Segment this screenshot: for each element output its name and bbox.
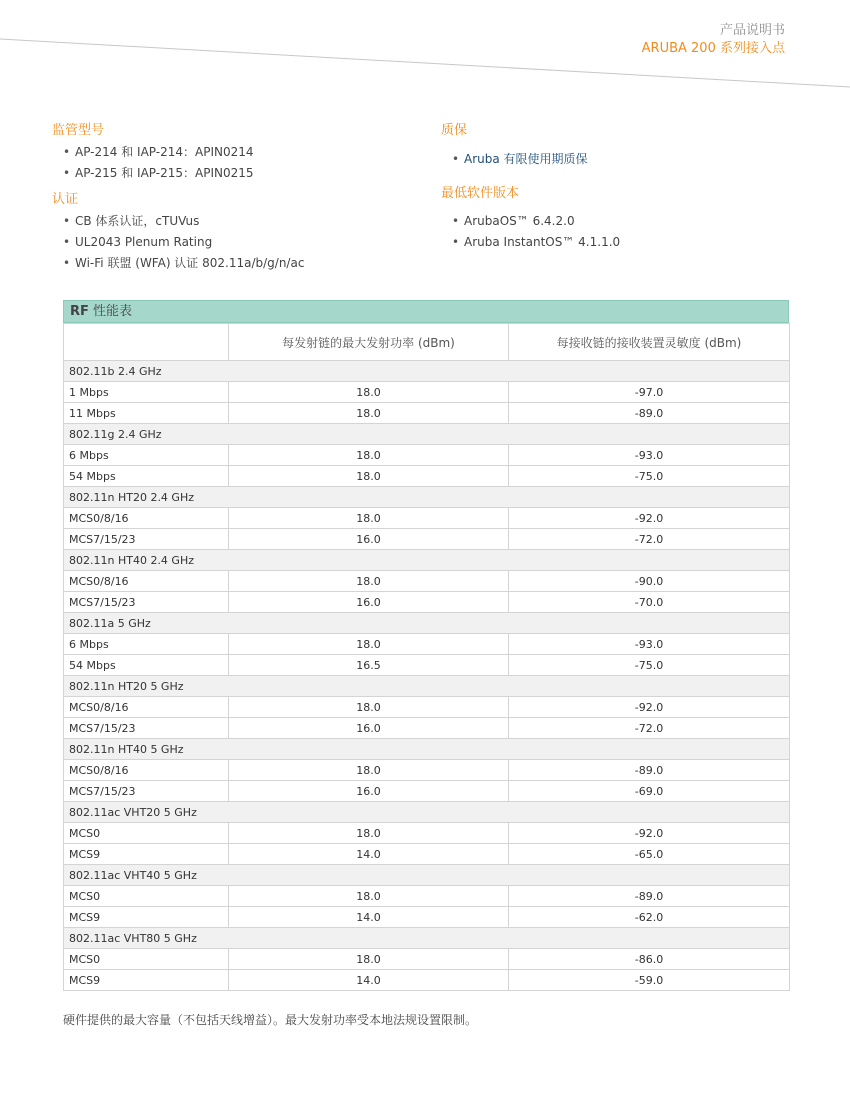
table-row: [64, 718, 790, 739]
tx-power-cell: 16.0: [229, 592, 509, 613]
table-title-bold: RF: [70, 304, 89, 319]
rx-sensitivity-cell: -72.0: [509, 529, 790, 550]
rx-sensitivity-cell: -89.0: [509, 886, 790, 907]
tx-power-cell: 16.0: [229, 781, 509, 802]
list-item: • UL2043 Plenum Rating: [63, 232, 304, 253]
table-row: [64, 403, 790, 424]
rf-performance-table: [63, 300, 789, 991]
rate-cell: MCS0: [64, 949, 229, 970]
certification-heading: 认证: [52, 192, 79, 207]
rate-cell: MCS0/8/16: [64, 571, 229, 592]
rate-cell: 6 Mbps: [64, 634, 229, 655]
rx-sensitivity-cell: -89.0: [509, 403, 790, 424]
table-row: [64, 571, 790, 592]
list-item: • Aruba InstantOS™ 4.1.1.0: [452, 232, 620, 253]
table-group-row: [64, 613, 790, 634]
footnote: 硬件提供的最大容量（不包括天线增益）。最大发射功率受本地法规设置限制。: [63, 1013, 478, 1027]
table-row: [64, 907, 790, 928]
rate-cell: MCS0: [64, 823, 229, 844]
rx-sensitivity-cell: -69.0: [509, 781, 790, 802]
certification-list: [63, 211, 304, 274]
regulatory-models-heading: 监管型号: [52, 123, 105, 138]
table-group-row: [64, 739, 790, 760]
table-title-rest: 性能表: [88, 304, 133, 319]
tx-power-cell: 14.0: [229, 970, 509, 991]
rx-sensitivity-cell: -65.0: [509, 844, 790, 865]
rate-cell: MCS7/15/23: [64, 781, 229, 802]
rx-sensitivity-cell: -92.0: [509, 508, 790, 529]
table-row: [64, 844, 790, 865]
group-name: 802.11n HT40 5 GHz: [64, 739, 790, 760]
rate-cell: MCS9: [64, 844, 229, 865]
table-group-row: [64, 550, 790, 571]
rate-cell: MCS7/15/23: [64, 718, 229, 739]
rx-sensitivity-cell: -62.0: [509, 907, 790, 928]
column-header-rx-sensitivity: 每接收链的接收装置灵敏度 (dBm): [509, 324, 790, 361]
table-row: [64, 508, 790, 529]
group-name: 802.11ac VHT40 5 GHz: [64, 865, 790, 886]
table-group-row: [64, 676, 790, 697]
table-group-row: [64, 865, 790, 886]
tx-power-cell: 18.0: [229, 823, 509, 844]
table-row: [64, 592, 790, 613]
column-header-rate: [64, 324, 229, 361]
table-group-row: [64, 802, 790, 823]
table-row: [64, 697, 790, 718]
rate-cell: MCS0/8/16: [64, 508, 229, 529]
tx-power-cell: 16.0: [229, 718, 509, 739]
warranty-list: [452, 149, 588, 170]
rate-cell: MCS0/8/16: [64, 697, 229, 718]
rate-cell: MCS7/15/23: [64, 592, 229, 613]
group-name: 802.11n HT20 5 GHz: [64, 676, 790, 697]
table-row: [64, 886, 790, 907]
tx-power-cell: 18.0: [229, 697, 509, 718]
table-header-row: [64, 324, 790, 361]
rate-cell: MCS0/8/16: [64, 760, 229, 781]
table-body: [64, 361, 790, 991]
table-group-row: [64, 928, 790, 949]
table-row: [64, 634, 790, 655]
tx-power-cell: 18.0: [229, 466, 509, 487]
table-row: [64, 445, 790, 466]
tx-power-cell: 18.0: [229, 445, 509, 466]
document-type: 产品说明书: [719, 23, 785, 38]
rate-cell: 11 Mbps: [64, 403, 229, 424]
rate-cell: 54 Mbps: [64, 655, 229, 676]
list-item: • AP-214 和 IAP-214：APIN0214: [63, 142, 254, 163]
tx-power-cell: 18.0: [229, 508, 509, 529]
table-row: [64, 823, 790, 844]
table-title: [63, 300, 789, 323]
tx-power-cell: 16.5: [229, 655, 509, 676]
rx-sensitivity-cell: -59.0: [509, 970, 790, 991]
group-name: 802.11b 2.4 GHz: [64, 361, 790, 382]
rx-sensitivity-cell: -75.0: [509, 466, 790, 487]
regulatory-models-list: [63, 142, 254, 184]
tx-power-cell: 18.0: [229, 949, 509, 970]
tx-power-cell: 14.0: [229, 844, 509, 865]
rx-sensitivity-cell: -97.0: [509, 382, 790, 403]
table-row: [64, 760, 790, 781]
table-row: [64, 655, 790, 676]
tx-power-cell: 14.0: [229, 907, 509, 928]
rate-cell: MCS7/15/23: [64, 529, 229, 550]
group-name: 802.11ac VHT20 5 GHz: [64, 802, 790, 823]
document-header: [642, 22, 785, 57]
group-name: 802.11n HT20 2.4 GHz: [64, 487, 790, 508]
table-row: [64, 970, 790, 991]
rate-cell: MCS9: [64, 907, 229, 928]
table-row: [64, 949, 790, 970]
list-item: • ArubaOS™ 6.4.2.0: [452, 211, 620, 232]
list-item: • Wi-Fi 联盟 (WFA) 认证 802.11a/b/g/n/ac: [63, 253, 304, 274]
table-group-row: [64, 361, 790, 382]
rx-sensitivity-cell: -70.0: [509, 592, 790, 613]
rx-sensitivity-cell: -86.0: [509, 949, 790, 970]
rx-sensitivity-cell: -93.0: [509, 634, 790, 655]
group-name: 802.11n HT40 2.4 GHz: [64, 550, 790, 571]
rx-sensitivity-cell: -90.0: [509, 571, 790, 592]
column-header-tx-power: 每发射链的最大发射功率 (dBm): [229, 324, 509, 361]
tx-power-cell: 18.0: [229, 760, 509, 781]
tx-power-cell: 18.0: [229, 634, 509, 655]
rate-cell: MCS0: [64, 886, 229, 907]
minimum-software-list: [452, 211, 620, 253]
table-row: [64, 781, 790, 802]
rx-sensitivity-cell: -72.0: [509, 718, 790, 739]
table-group-row: [64, 487, 790, 508]
group-name: 802.11g 2.4 GHz: [64, 424, 790, 445]
rate-cell: 54 Mbps: [64, 466, 229, 487]
tx-power-cell: 16.0: [229, 529, 509, 550]
rate-cell: 1 Mbps: [64, 382, 229, 403]
list-item: • CB 体系认证，cTUVus: [63, 211, 304, 232]
table-group-row: [64, 424, 790, 445]
tx-power-cell: 18.0: [229, 382, 509, 403]
tx-power-cell: 18.0: [229, 886, 509, 907]
rate-cell: MCS9: [64, 970, 229, 991]
table-row: [64, 529, 790, 550]
product-name: ARUBA 200 系列接入点: [641, 41, 785, 56]
rx-sensitivity-cell: -92.0: [509, 823, 790, 844]
rx-sensitivity-cell: -89.0: [509, 760, 790, 781]
rx-sensitivity-cell: -92.0: [509, 697, 790, 718]
group-name: 802.11a 5 GHz: [64, 613, 790, 634]
warranty-link[interactable]: • Aruba 有限使用期质保: [452, 149, 588, 170]
tx-power-cell: 18.0: [229, 403, 509, 424]
warranty-heading: 质保: [441, 123, 468, 138]
tx-power-cell: 18.0: [229, 571, 509, 592]
rf-table-grid: [63, 323, 790, 991]
rate-cell: 6 Mbps: [64, 445, 229, 466]
table-row: [64, 466, 790, 487]
list-item: • AP-215 和 IAP-215：APIN0215: [63, 163, 254, 184]
group-name: 802.11ac VHT80 5 GHz: [64, 928, 790, 949]
rx-sensitivity-cell: -75.0: [509, 655, 790, 676]
rx-sensitivity-cell: -93.0: [509, 445, 790, 466]
minimum-software-heading: 最低软件版本: [441, 186, 520, 201]
table-row: [64, 382, 790, 403]
